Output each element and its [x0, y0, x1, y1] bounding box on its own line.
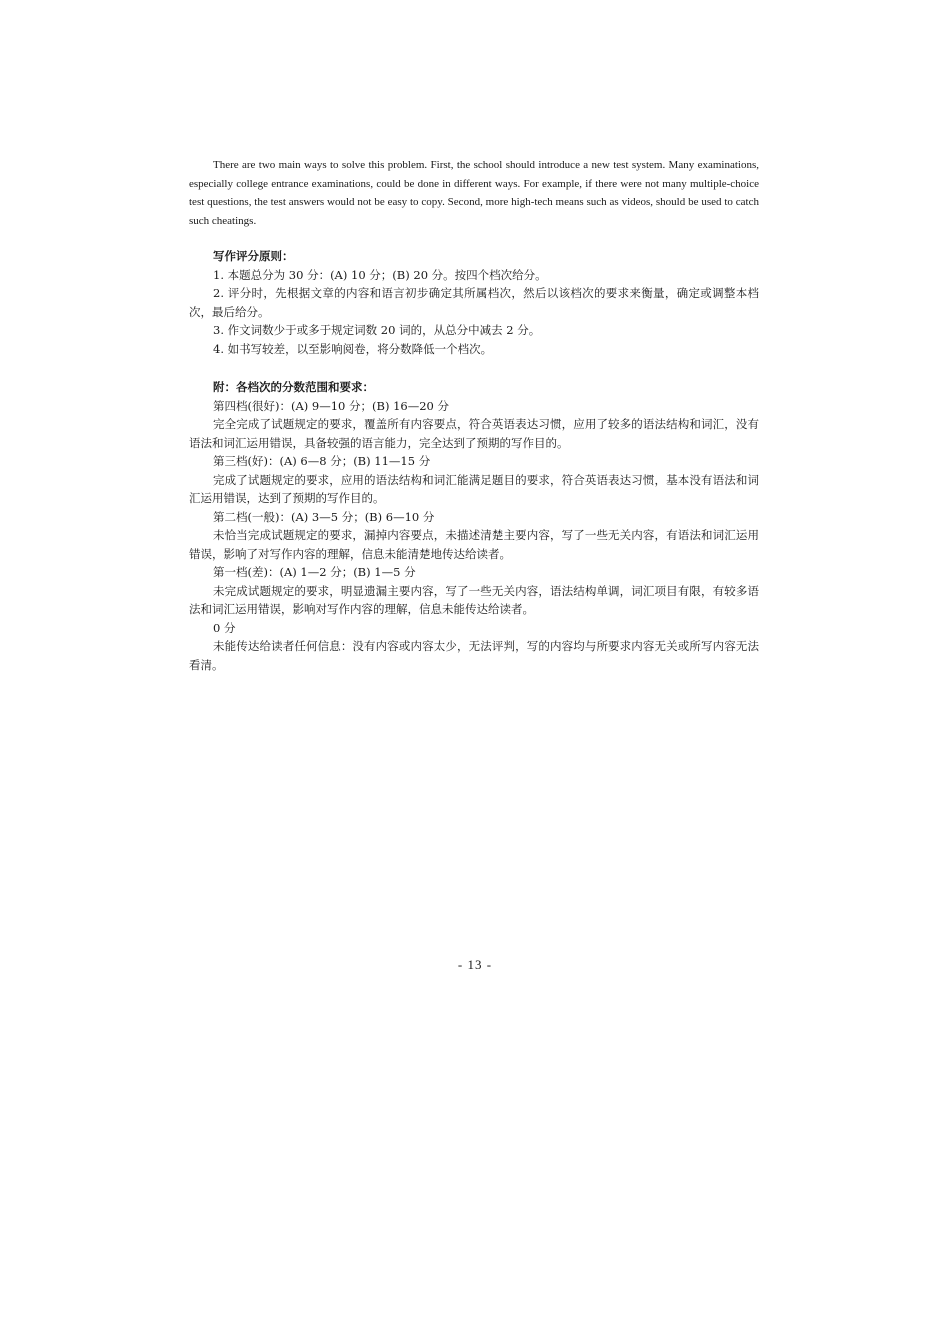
scoring-rule-3: 3. 作文词数少于或多于规定词数 20 词的，从总分中减去 2 分。: [213, 323, 541, 337]
scoring-rule-2: 2. 评分时，先根据文章的内容和语言初步确定其所属档次，然后以该档次的要求来衡量，确定或调整本档次，最后给分。: [189, 286, 759, 319]
grade-levels-heading: 附：各档次的分数范围和要求：: [213, 380, 374, 394]
scoring-rule-1: 1. 本题总分为 30 分：(A) 10 分；(B) 20 分。按四个档次给分。: [213, 267, 547, 282]
level-3-description: 完成了试题规定的要求，应用的语法结构和词汇能满足题目的要求，符合英语表达习惯，基本没有语法和词汇运用错误，达到了预期的写作目的。: [189, 472, 759, 505]
level-1-description: 未完成试题规定的要求，明显遗漏主要内容，写了一些无关内容，语法结构单调，词汇项目有限，有较多语法和词汇运用错误，影响对写作内容的理解，信息未能传达给读者。: [189, 583, 759, 616]
level-2-description: 未恰当完成试题规定的要求，漏掉内容要点，未描述清楚主要内容，写了一些无关内容，有语法和词汇运用错误，影响了对写作内容的理解，信息未能清楚地传达给读者。: [189, 528, 759, 561]
scoring-rules-section: [189, 247, 759, 358]
level-2-title: 第二档(一般)：(A) 3—5 分；(B) 6—10 分: [213, 509, 435, 524]
scoring-rules-heading: 写作评分原则：: [213, 249, 294, 263]
level-0-title: 0 分: [213, 620, 236, 635]
level-4-description: 完全完成了试题规定的要求，覆盖所有内容要点，符合英语表达习惯，应用了较多的语法结构和词汇，没有语法和词汇运用错误，具备较强的语言能力，完全达到了预期的写作目的。: [189, 417, 759, 450]
grade-levels-section: [189, 378, 759, 674]
scoring-rule-4: 4. 如书写较差，以至影响阅卷，将分数降低一个档次。: [213, 341, 493, 356]
page-number: - 13 -: [457, 957, 493, 972]
level-3-title: 第三档(好)：(A) 6—8 分；(B) 11—15 分: [213, 454, 431, 468]
level-0-description: 未能传达给读者任何信息：没有内容或内容太少，无法评判，写的内容均与所要求内容无关或所写内容无法看清。: [189, 639, 759, 672]
level-1-title: 第一档(差)：(A) 1—2 分；(B) 1—5 分: [213, 565, 416, 579]
level-4-title: 第四档(很好)：(A) 9—10 分；(B) 16—20 分: [213, 398, 450, 413]
english-sample-paragraph: There are two main ways to solve this problem. First, the school should introduce a new test system. Many examinations, especially college entrance examinations, could be done in different ways. For example, if there were not many multiple-choice test questions, the test answers would not be easy to copy. Second, more high-tech means such as videos, should be used to catch such cheatings.: [189, 159, 759, 227]
